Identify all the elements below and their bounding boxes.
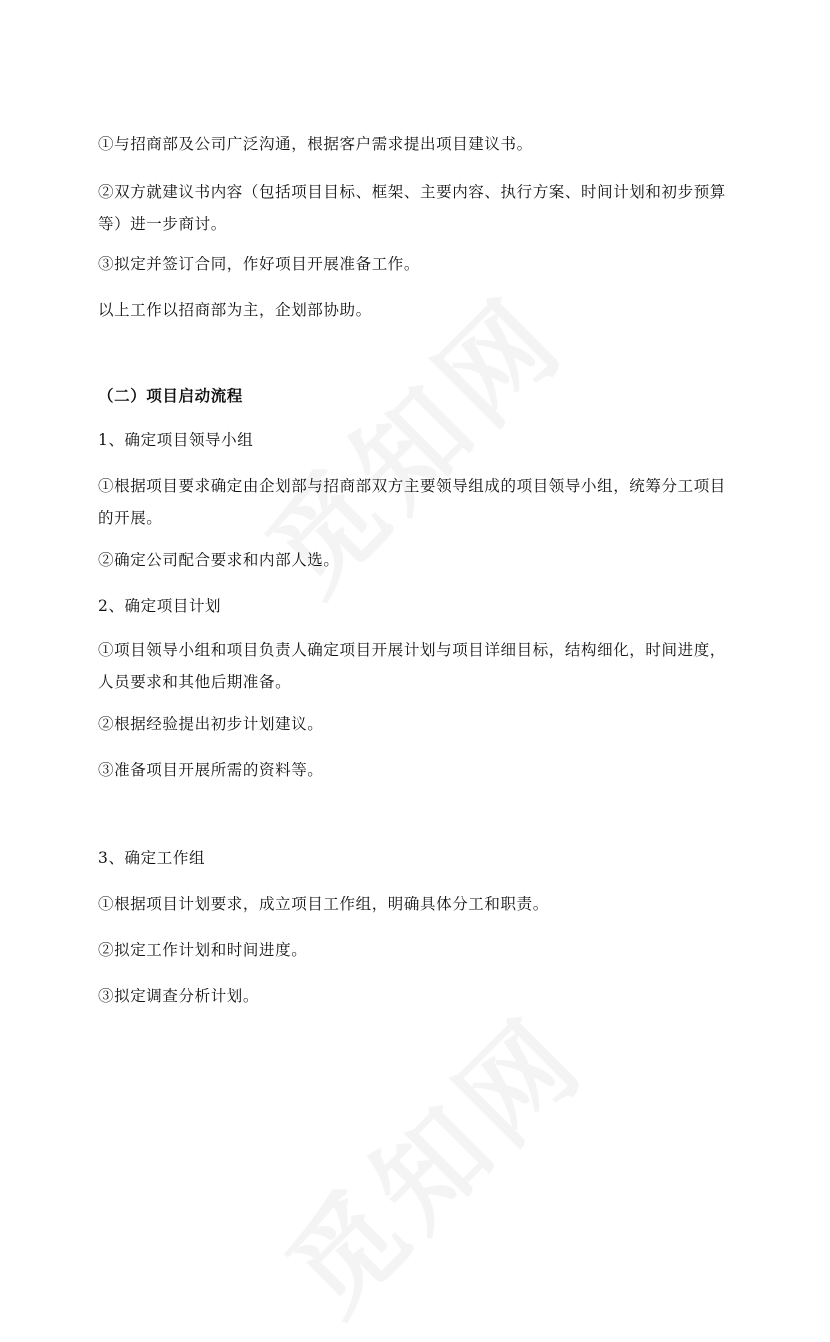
paragraph-materials: ③准备项目开展所需的资料等。 <box>98 761 324 779</box>
paragraph-schedule: ②拟定工作计划和时间进度。 <box>98 941 308 959</box>
paragraph-responsibility: 以上工作以招商部为主，企划部协助。 <box>98 301 372 319</box>
paragraph-staffing: ②确定公司配合要求和内部人选。 <box>98 551 340 569</box>
paragraph-plan-detail: ①项目领导小组和项目负责人确定项目开展计划与项目详细目标，结构细化，时间进度，人员要求和其他后期准备。 <box>98 641 726 691</box>
paragraph-proposal: ①与招商部及公司广泛沟通，根据客户需求提出项目建议书。 <box>98 135 533 153</box>
watermark <box>247 976 613 1342</box>
subheading-workgroup: 3、确定工作组 <box>98 849 206 867</box>
paragraph-workgroup: ①根据项目计划要求，成立项目工作组，明确具体分工和职责。 <box>98 895 549 913</box>
paragraph-contract: ③拟定并签订合同，作好项目开展准备工作。 <box>98 255 421 273</box>
section-heading: （二）项目启动流程 <box>98 386 243 405</box>
paragraph-plan-suggestion: ②根据经验提出初步计划建议。 <box>98 715 324 733</box>
paragraph-discussion: ②双方就建议书内容（包括项目目标、框架、主要内容、执行方案、时间计划和初步预算等）进一步商讨。 <box>98 183 726 233</box>
paragraph-leadership-group: ①根据项目要求确定由企划部与招商部双方主要领导组成的项目领导小组，统筹分工项目的开展。 <box>98 477 726 527</box>
subheading-plan: 2、确定项目计划 <box>98 597 222 615</box>
subheading-leadership: 1、确定项目领导小组 <box>98 431 254 449</box>
paragraph-survey-plan: ③拟定调查分析计划。 <box>98 987 260 1005</box>
